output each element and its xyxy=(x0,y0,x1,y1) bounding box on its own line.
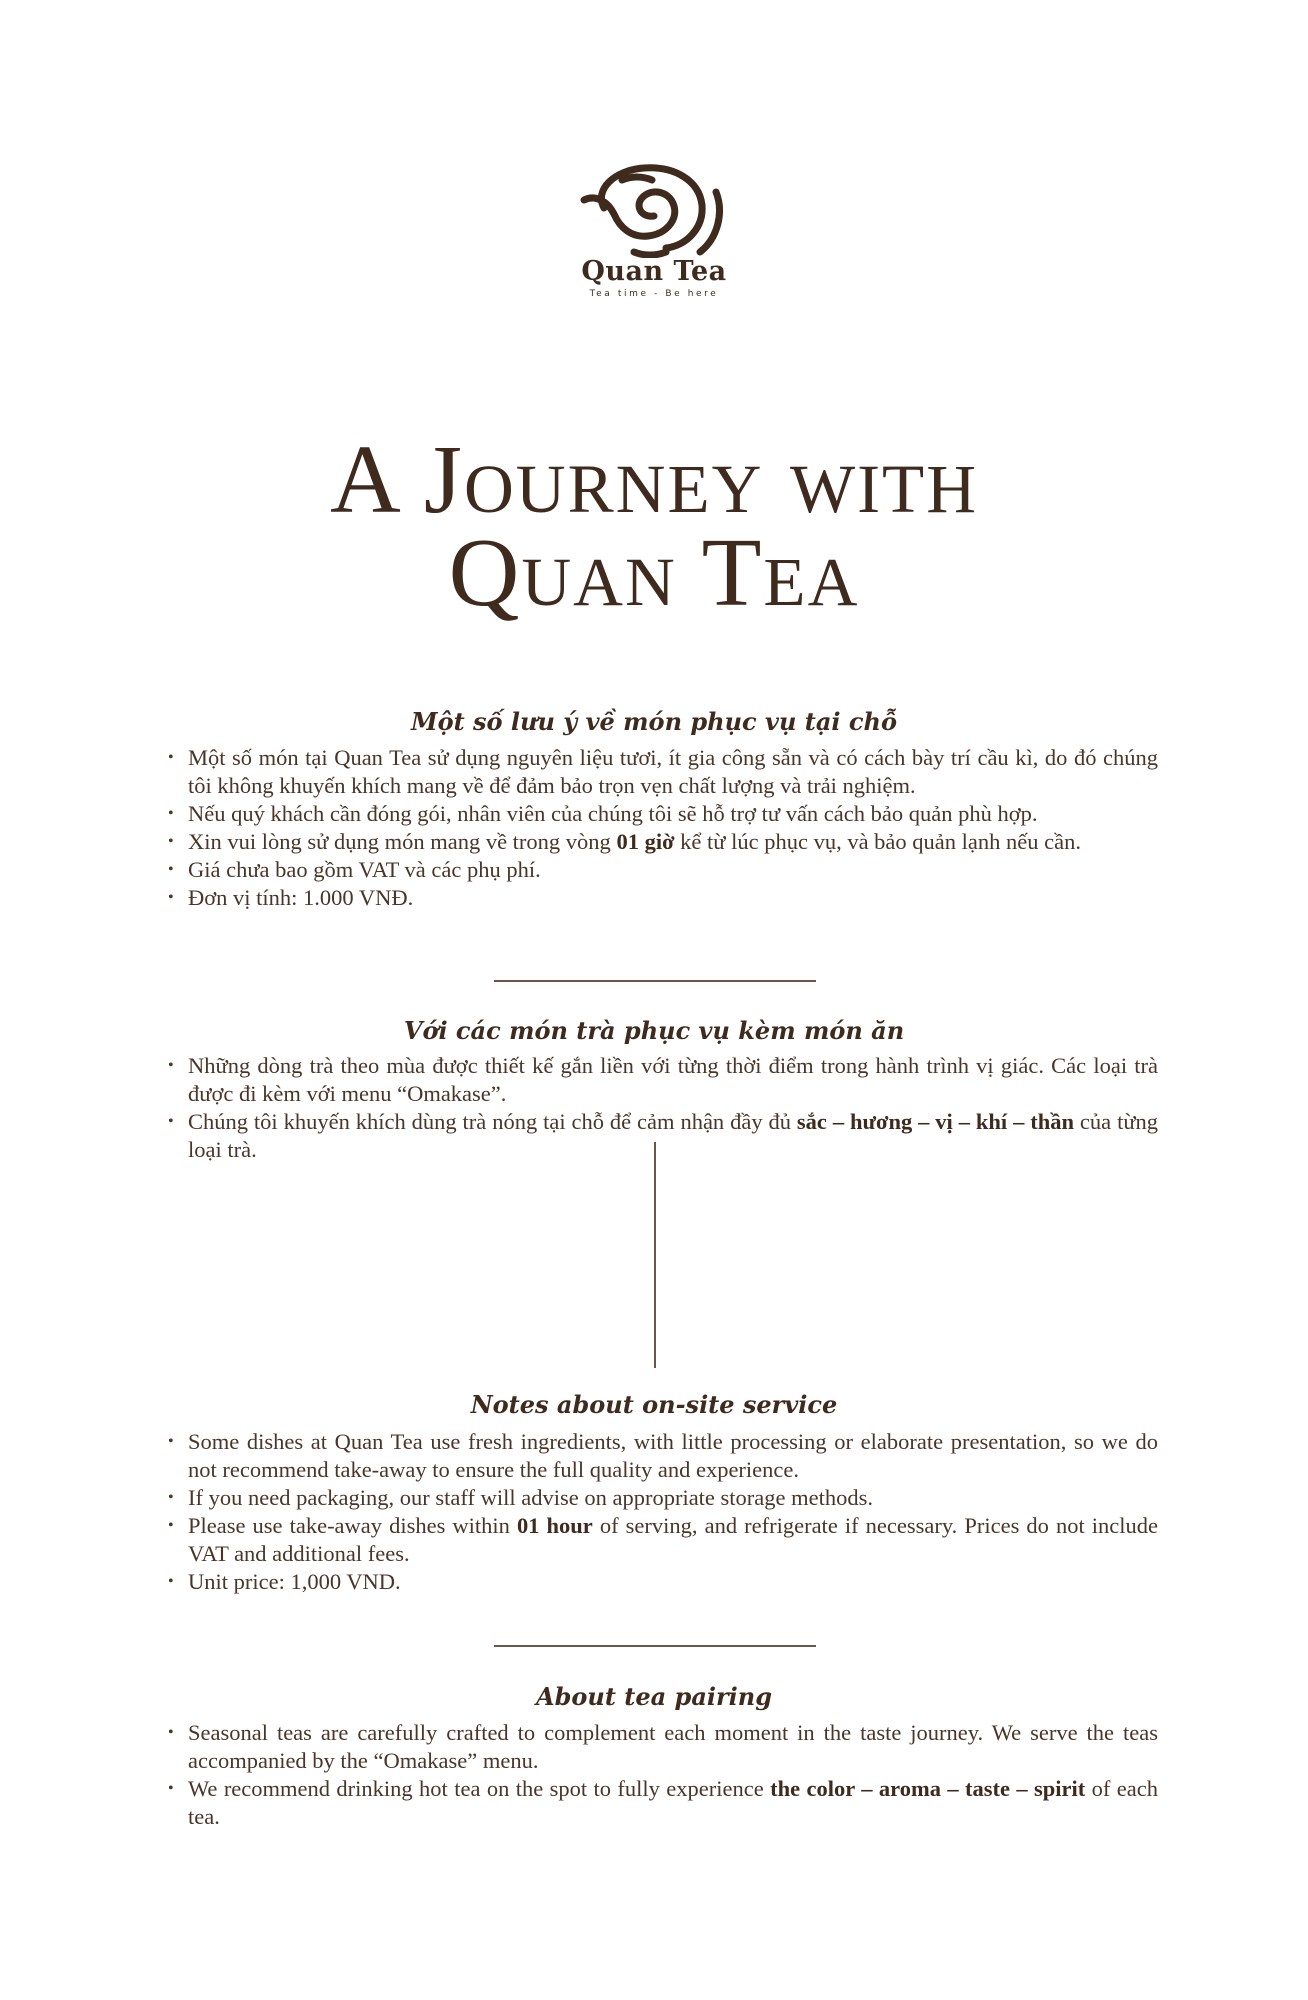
vertical-divider xyxy=(654,1142,656,1368)
list-item: • Chúng tôi khuyến khích dùng trà nóng tại chỗ để cảm nhận đầy đủ sắc – hương – vị – khí – thần của từng loại trà. xyxy=(168,1108,1158,1164)
section-heading-vn-onsite: Một số lưu ý về món phục vụ tại chỗ xyxy=(411,707,897,736)
section-divider xyxy=(494,1645,816,1647)
list-item: • Đơn vị tính: 1.000 VNĐ. xyxy=(168,884,1158,912)
list-item: • If you need packaging, our staff will advise on appropriate storage methods. xyxy=(168,1484,1158,1512)
brand-logo xyxy=(564,150,744,299)
list-item: • Seasonal teas are carefully crafted to complement each moment in the taste journey. We serve the teas accompanied by the “Omakase” menu. xyxy=(168,1719,1158,1775)
list-item: • We recommend drinking hot tea on the spot to fully experience the color – aroma – taste – spirit of each tea. xyxy=(168,1775,1158,1831)
list-item: • Một số món tại Quan Tea sử dụng nguyên liệu tươi, ít gia công sẵn và có cách bày trí cầu kì, do đó chúng tôi không khuyến khích mang về để đảm bảo trọn vẹn chất lượng và trải nghiệm. xyxy=(168,744,1158,800)
en-onsite-list xyxy=(168,1428,1158,1596)
vn-onsite-list xyxy=(168,744,1158,912)
section-heading-en-pairing: About tea pairing xyxy=(535,1682,772,1711)
page-title-line-1: A Journey with xyxy=(329,426,979,534)
page-title-line-2: Quan Tea xyxy=(448,519,860,627)
list-item: • Some dishes at Quan Tea use fresh ingredients, with little processing or elaborate presentation, so we do not recommend take-away to ensure the full quality and experience. xyxy=(168,1428,1158,1484)
list-item: • Giá chưa bao gồm VAT và các phụ phí. xyxy=(168,856,1158,884)
en-pairing-list xyxy=(168,1719,1158,1831)
vn-pairing-list xyxy=(168,1052,1158,1164)
list-item: • Please use take-away dishes within 01 hour of serving, and refrigerate if necessary. Prices do not include VAT and additional fees. xyxy=(168,1512,1158,1568)
section-divider xyxy=(494,980,816,982)
list-item: • Những dòng trà theo mùa được thiết kế gắn liền với từng thời điểm trong hành trình vị giác. Các loại trà được đi kèm với menu “Omakase”. xyxy=(168,1052,1158,1108)
list-item: • Xin vui lòng sử dụng món mang về trong vòng 01 giờ kể từ lúc phục vụ, và bảo quản lạnh nếu cần. xyxy=(168,828,1158,856)
swirl-logo-icon xyxy=(574,150,734,258)
list-item: • Unit price: 1,000 VND. xyxy=(168,1568,1158,1596)
brand-name: Quan Tea xyxy=(581,256,727,287)
section-heading-en-onsite: Notes about on-site service xyxy=(470,1390,838,1419)
brand-tagline: Tea time - Be here xyxy=(589,289,719,299)
list-item: • Nếu quý khách cần đóng gói, nhân viên của chúng tôi sẽ hỗ trợ tư vấn cách bảo quản phù hợp. xyxy=(168,800,1158,828)
section-heading-vn-pairing: Với các món trà phục vụ kèm món ăn xyxy=(403,1016,905,1045)
